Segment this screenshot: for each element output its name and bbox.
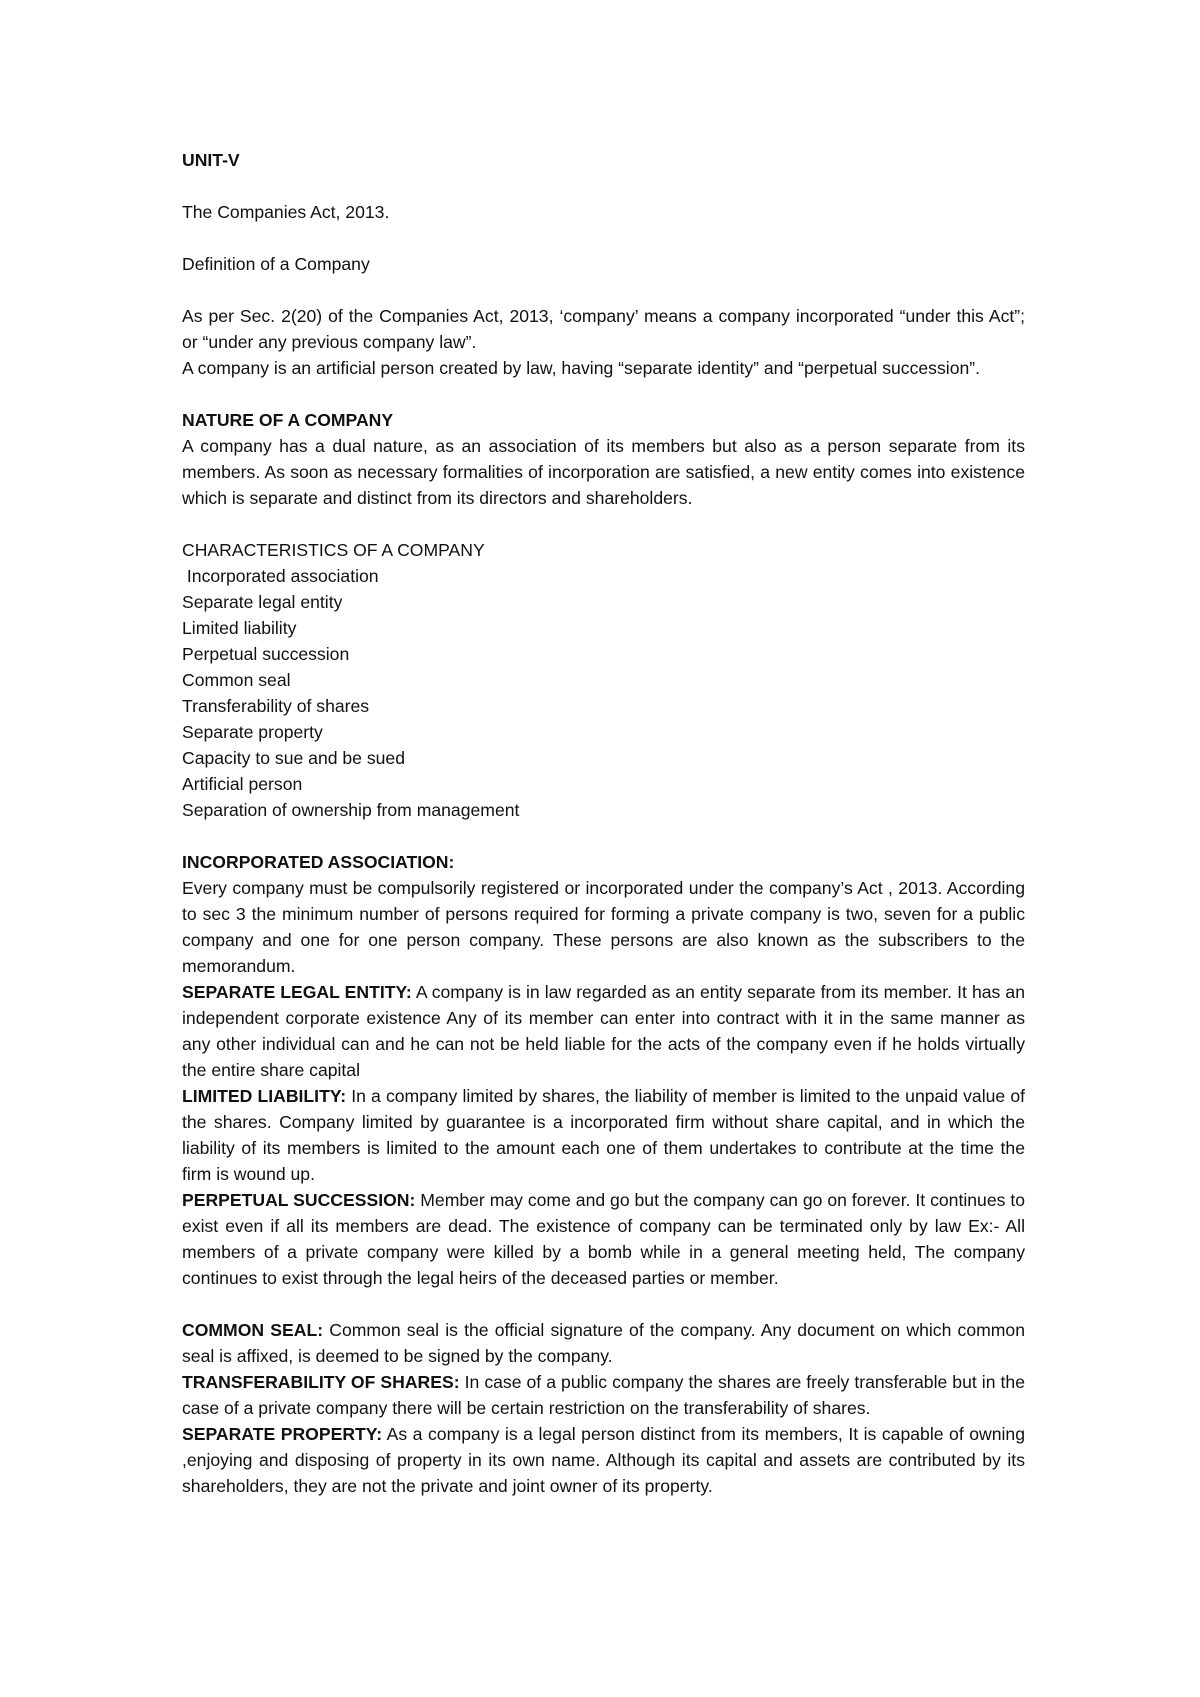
definition-heading: Definition of a Company — [182, 254, 370, 274]
limited-liability-heading: LIMITED LIABILITY: — [182, 1086, 347, 1106]
definition-paragraph-2: A company is an artificial person created by law, having “separate identity” and “perpetual succession”. — [182, 358, 981, 378]
list-item: Artificial person — [182, 774, 303, 794]
list-item: Transferability of shares — [182, 696, 370, 716]
incorporated-paragraph: Every company must be compulsorily registered or incorporated under the company’s Act , 2013. According to sec 3 the minimum number of persons required for forming a private company is two, seven for a public company and one for one person company. These persons are also known as the subscribers to the memorandum. — [182, 878, 1025, 976]
perpetual-text: Member may come and go but the company can go on forever. It continues to exist even if all its members are dead. The existence of company can be terminated only by law Ex:- All members of a private company were killed by a bomb while in a general meeting held, The company continues to exist through the legal heirs of the deceased parties or member. — [182, 1190, 1025, 1288]
list-item: Common seal — [182, 670, 291, 690]
separate-entity-paragraph — [182, 979, 1025, 1083]
list-item: Separate legal entity — [182, 592, 343, 612]
separate-property-paragraph — [182, 1421, 1025, 1499]
limited-liability-paragraph — [182, 1083, 1025, 1187]
transferability-heading: TRANSFERABILITY OF SHARES: — [182, 1372, 460, 1392]
definition-paragraph-1: As per Sec. 2(20) of the Companies Act, 2013, ‘company’ means a company incorporated “under this Act”; or “under any previous company law”. — [182, 306, 1025, 352]
separate-entity-text: A company is in law regarded as an entity separate from its member. It has an independent corporate existence Any of its member can enter into contract with it in the same manner as any other individual can and he can not be held liable for the acts of the company even if he holds virtually the entire share capital — [182, 982, 1025, 1080]
list-item: Capacity to sue and be sued — [182, 748, 406, 768]
nature-heading: NATURE OF A COMPANY — [182, 410, 394, 430]
separate-property-heading: SEPARATE PROPERTY: — [182, 1424, 383, 1444]
transferability-paragraph — [182, 1369, 1025, 1421]
list-item: Separation of ownership from management — [182, 800, 520, 820]
nature-paragraph: A company has a dual nature, as an association of its members but also as a person separate from its members. As soon as necessary formalities of incorporation are satisfied, a new entity comes into existence which is separate and distinct from its directors and shareholders. — [182, 436, 1025, 508]
separate-entity-heading: SEPARATE LEGAL ENTITY: — [182, 982, 412, 1002]
perpetual-heading: PERPETUAL SUCCESSION: — [182, 1190, 416, 1210]
list-item: Perpetual succession — [182, 644, 350, 664]
act-title: The Companies Act, 2013. — [182, 202, 390, 222]
characteristics-heading: CHARACTERISTICS OF A COMPANY — [182, 540, 485, 560]
incorporated-heading: INCORPORATED ASSOCIATION: — [182, 852, 455, 872]
sections-block — [182, 875, 1025, 1291]
characteristics-list — [182, 563, 1025, 823]
transferability-text: In case of a public company the shares are freely transferable but in the case of a private company there will be certain restriction on the transferability of shares. — [182, 1372, 1025, 1418]
common-seal-paragraph — [182, 1317, 1025, 1369]
list-item: Incorporated association — [182, 566, 379, 586]
list-item: Separate property — [182, 722, 323, 742]
common-seal-text: Common seal is the official signature of the company. Any document on which common seal is affixed, is deemed to be signed by the company. — [182, 1320, 1025, 1366]
common-seal-heading: COMMON SEAL: — [182, 1320, 324, 1340]
perpetual-paragraph — [182, 1187, 1025, 1291]
separate-property-text: As a company is a legal person distinct from its members, It is capable of owning ,enjoying and disposing of property in its own name. Although its capital and assets are contributed by its shareholders, they are not the private and joint owner of its property. — [182, 1424, 1025, 1496]
unit-heading: UNIT-V — [182, 150, 240, 170]
nature-block — [182, 433, 1025, 511]
list-item: Limited liability — [182, 618, 297, 638]
definition-block — [182, 303, 1025, 381]
limited-liability-text: In a company limited by shares, the liability of member is limited to the unpaid value of the shares. Company limited by guarantee is a incorporated firm without share capital, and in which the liability of its members is limited to the amount each one of them undertakes to contribute at the time the firm is wound up. — [182, 1086, 1025, 1184]
sections-block-2 — [182, 1317, 1025, 1499]
